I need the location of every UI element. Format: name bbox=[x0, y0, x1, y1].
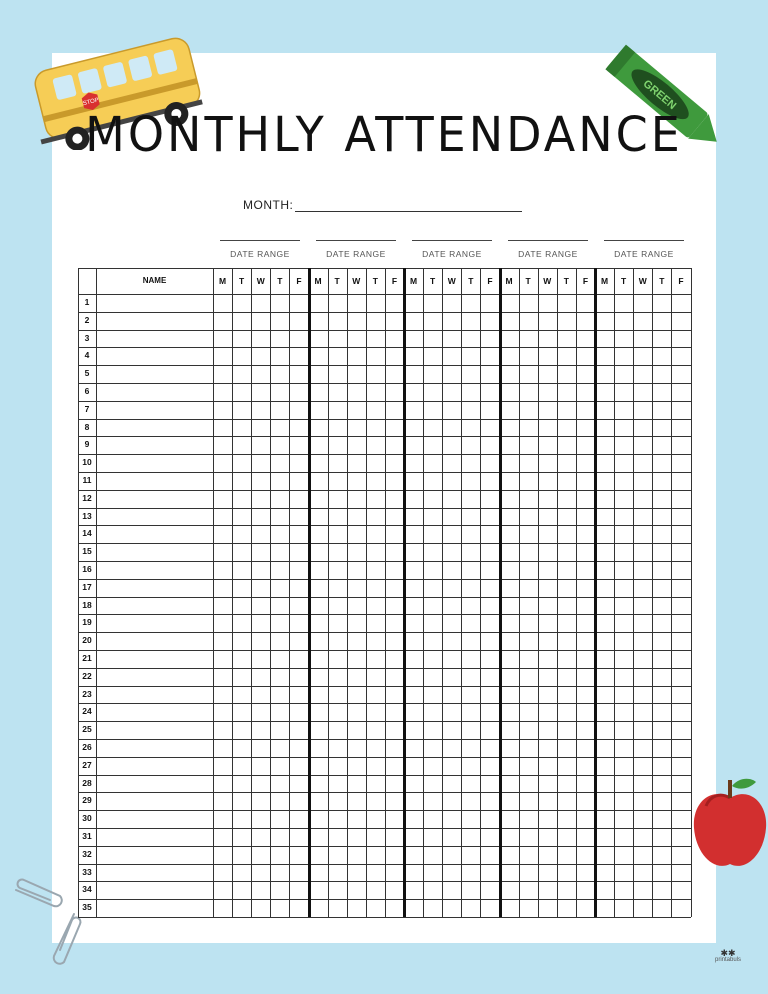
student-name-cell[interactable] bbox=[97, 882, 212, 898]
day-header: F bbox=[391, 276, 398, 286]
grid-column-line bbox=[366, 268, 367, 917]
day-header: T bbox=[372, 276, 378, 286]
day-header: T bbox=[525, 276, 531, 286]
grid-column-line bbox=[614, 268, 615, 917]
grid-row-line bbox=[78, 917, 691, 918]
day-header: W bbox=[447, 276, 456, 286]
row-number: 26 bbox=[82, 742, 92, 752]
day-header: F bbox=[487, 276, 493, 286]
day-header: M bbox=[410, 276, 418, 286]
grid-column-line bbox=[423, 268, 424, 917]
row-number: 17 bbox=[82, 582, 92, 592]
day-header: T bbox=[277, 276, 283, 286]
page-title: MONTHLY ATTENDANCE bbox=[85, 105, 683, 163]
row-number: 32 bbox=[82, 849, 92, 859]
grid-column-line bbox=[519, 268, 520, 917]
name-column-header: NAME bbox=[142, 276, 167, 285]
date-range-label[interactable]: DATE RANGE bbox=[316, 240, 396, 259]
grid-column-line bbox=[328, 268, 329, 917]
row-number: 12 bbox=[82, 493, 92, 503]
date-range-label[interactable]: DATE RANGE bbox=[604, 240, 684, 259]
grid-column-line bbox=[213, 268, 214, 917]
paperclip-icon bbox=[44, 910, 84, 970]
day-header: T bbox=[334, 276, 340, 286]
student-name-cell[interactable] bbox=[97, 598, 212, 614]
student-name-cell[interactable] bbox=[97, 384, 212, 400]
grid-column-line bbox=[576, 268, 577, 917]
student-name-cell[interactable] bbox=[97, 313, 212, 329]
grid-column-line bbox=[442, 268, 443, 917]
grid-column-line bbox=[557, 268, 558, 917]
grid-column-line bbox=[289, 268, 290, 917]
student-name-cell[interactable] bbox=[97, 348, 212, 364]
brand-logo-text: printabuls bbox=[714, 957, 741, 963]
row-number: 25 bbox=[82, 724, 92, 734]
day-header: M bbox=[601, 276, 609, 286]
grid-column-line bbox=[691, 268, 692, 917]
day-header: T bbox=[430, 276, 436, 286]
row-number: 6 bbox=[84, 386, 90, 396]
student-name-cell[interactable] bbox=[97, 722, 212, 738]
day-header: F bbox=[582, 276, 589, 286]
row-number: 14 bbox=[82, 528, 92, 538]
row-number: 31 bbox=[82, 831, 92, 841]
row-number: 13 bbox=[82, 511, 92, 521]
day-header: T bbox=[239, 276, 245, 286]
student-name-cell[interactable] bbox=[97, 758, 212, 774]
day-header: W bbox=[638, 276, 647, 286]
week-divider bbox=[308, 268, 311, 917]
stop-sign-label: STOP bbox=[82, 97, 100, 108]
grid-column-line bbox=[347, 268, 348, 917]
row-number: 11 bbox=[82, 475, 92, 485]
student-name-cell[interactable] bbox=[97, 509, 212, 525]
grid-column-line bbox=[633, 268, 634, 917]
row-number: 24 bbox=[82, 706, 92, 716]
row-number: 21 bbox=[82, 653, 92, 663]
row-number: 18 bbox=[82, 600, 92, 610]
student-name-cell[interactable] bbox=[97, 331, 212, 347]
row-number: 19 bbox=[82, 617, 92, 627]
date-range-label[interactable]: DATE RANGE bbox=[220, 240, 300, 259]
grid-column-line bbox=[270, 268, 271, 917]
apple-icon bbox=[690, 776, 768, 876]
student-name-cell[interactable] bbox=[97, 829, 212, 845]
student-name-cell[interactable] bbox=[97, 793, 212, 809]
crayon-label: GREEN bbox=[640, 77, 679, 113]
row-number: 1 bbox=[84, 297, 90, 307]
student-name-cell[interactable] bbox=[97, 562, 212, 578]
day-header: W bbox=[256, 276, 265, 286]
day-header: W bbox=[543, 276, 552, 286]
brand-logo: ✱✱ printabuls bbox=[708, 950, 748, 964]
row-number: 30 bbox=[82, 813, 92, 823]
student-name-cell[interactable] bbox=[97, 704, 212, 720]
student-name-cell[interactable] bbox=[97, 847, 212, 863]
student-name-cell[interactable] bbox=[97, 669, 212, 685]
student-name-cell[interactable] bbox=[97, 455, 212, 471]
student-name-cell[interactable] bbox=[97, 366, 212, 382]
grid-column-line bbox=[671, 268, 672, 917]
student-name-cell[interactable] bbox=[97, 687, 212, 703]
day-header: M bbox=[219, 276, 227, 286]
day-header: M bbox=[314, 276, 322, 286]
row-number: 8 bbox=[84, 422, 90, 432]
student-name-cell[interactable] bbox=[97, 651, 212, 667]
week-divider bbox=[594, 268, 597, 917]
student-name-cell[interactable] bbox=[97, 491, 212, 507]
row-number: 33 bbox=[82, 867, 92, 877]
row-number: 7 bbox=[84, 404, 90, 414]
month-field[interactable] bbox=[243, 194, 522, 212]
student-name-cell[interactable] bbox=[97, 900, 212, 916]
day-header: T bbox=[621, 276, 627, 286]
row-number: 2 bbox=[84, 315, 90, 325]
row-number: 23 bbox=[82, 689, 92, 699]
day-header: T bbox=[563, 276, 569, 286]
day-header: T bbox=[659, 276, 665, 286]
date-range-label[interactable]: DATE RANGE bbox=[412, 240, 492, 259]
week-divider bbox=[499, 268, 502, 917]
student-name-cell[interactable] bbox=[97, 615, 212, 631]
row-number: 16 bbox=[82, 564, 92, 574]
student-name-cell[interactable] bbox=[97, 580, 212, 596]
day-header: M bbox=[505, 276, 513, 286]
student-name-cell[interactable] bbox=[97, 865, 212, 881]
student-name-cell[interactable] bbox=[97, 295, 212, 311]
date-range-label[interactable]: DATE RANGE bbox=[508, 240, 588, 259]
row-number: 9 bbox=[84, 439, 90, 449]
day-header: F bbox=[678, 276, 684, 286]
month-label: MONTH: bbox=[243, 198, 294, 212]
grid-column-line bbox=[385, 268, 386, 917]
student-name-cell[interactable] bbox=[97, 402, 212, 418]
row-number: 10 bbox=[82, 457, 92, 467]
grid-column-line bbox=[538, 268, 539, 917]
row-number: 35 bbox=[82, 902, 92, 912]
row-number: 22 bbox=[82, 671, 92, 681]
student-name-cell[interactable] bbox=[97, 526, 212, 542]
student-name-cell[interactable] bbox=[97, 473, 212, 489]
row-number: 5 bbox=[84, 368, 90, 378]
row-number: 15 bbox=[82, 546, 92, 556]
day-header: T bbox=[468, 276, 474, 286]
row-number: 4 bbox=[84, 350, 90, 360]
row-number: 3 bbox=[84, 333, 90, 343]
row-number: 20 bbox=[82, 635, 92, 645]
grid-column-line bbox=[652, 268, 653, 917]
student-name-cell[interactable] bbox=[97, 633, 212, 649]
day-header: W bbox=[352, 276, 361, 286]
grid-column-line bbox=[480, 268, 481, 917]
week-divider bbox=[403, 268, 406, 917]
student-name-cell[interactable] bbox=[97, 740, 212, 756]
day-header: F bbox=[296, 276, 302, 286]
grid-column-line bbox=[251, 268, 252, 917]
student-name-cell[interactable] bbox=[97, 776, 212, 792]
grid-column-line bbox=[232, 268, 233, 917]
row-number: 29 bbox=[82, 795, 92, 805]
student-name-cell[interactable] bbox=[97, 420, 212, 436]
row-number: 28 bbox=[82, 778, 92, 788]
row-number: 34 bbox=[82, 884, 92, 894]
student-name-cell[interactable] bbox=[97, 437, 212, 453]
student-name-cell[interactable] bbox=[97, 811, 212, 827]
month-input-line[interactable] bbox=[295, 199, 522, 212]
student-name-cell[interactable] bbox=[97, 544, 212, 560]
row-number: 27 bbox=[82, 760, 92, 770]
grid-column-line bbox=[461, 268, 462, 917]
